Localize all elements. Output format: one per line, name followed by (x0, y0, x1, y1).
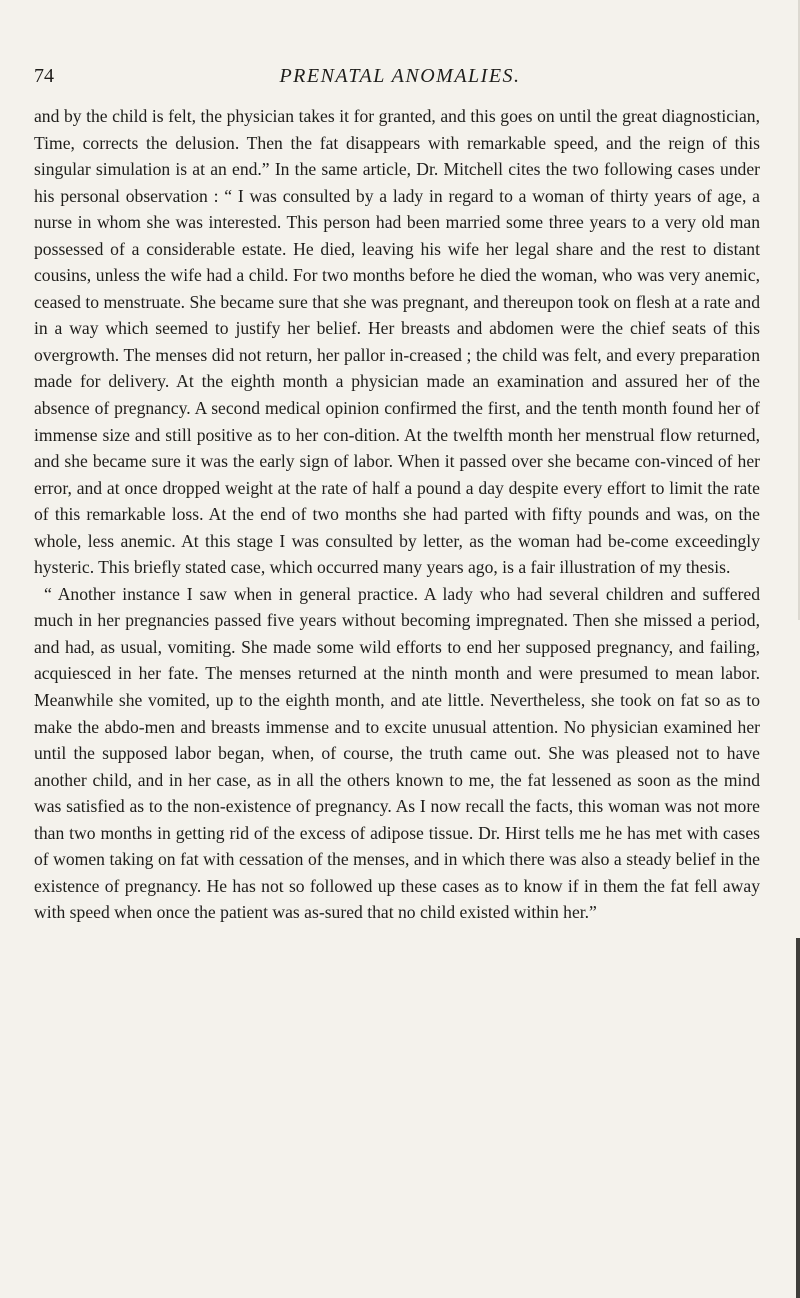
paragraph: “ Another instance I saw when in general practice. A lady who had several children and suffered much in her pregnancies passed five years without becoming impregnated. Then she missed a period, and had, as usual, vomiting. She made some wild efforts to end her supposed pregnancy, and failing, acquiesced in her fate. The menses returned at the ninth month and were presumed to mean labor. Meanwhile she vomited, up to the eighth month, and ate little. Nevertheless, she took on fat so as to make the abdo-men and breasts immense and to excite unusual attention. No physician examined her until the supposed labor began, when, of course, the truth came out. She was pleased not to have another child, and in her case, as in all the others known to me, the fat lessened as soon as the mind was satisfied as to the non-existence of pregnancy. As I now recall the facts, this woman was not more than two months in getting rid of the excess of adipose tissue. Dr. Hirst tells me he has met with cases of women taking on fat with cessation of the menses, and in which there was also a steady belief in the existence of pregnancy. He has not so followed up these cases as to know if in them the fat fell away with speed when once the patient was as-sured that no child existed within her.” (34, 583, 760, 923)
page-edge-binding (796, 938, 800, 1298)
paragraph: and by the child is felt, the physician takes it for granted, and this goes on until the great diagnostician, Time, corrects the delusion. Then the fat disappears with remarkable speed, and the reign of this singular simulation is at an end.” In the same article, Dr. Mitchell cites the two following cases under his personal observation : “ I was consulted by a lady in regard to a woman of thirty years of age, a nurse in whom she was interested. This person had been married some three years to a very old man possessed of a considerable estate. He died, leaving his wife her legal share and the rest to distant cousins, unless the wife had a child. For two months before he died the woman, who was very anemic, ceased to menstruate. She became sure that she was pregnant, and thereupon took on flesh at a rate and in a way which seemed to justify her belief. Her breasts and abdomen were the chief seats of this overgrowth. The menses did not return, her pallor in-creased ; the child was felt, and every preparation made for delivery. At the eighth month a physician made an examination and assured her of the absence of pregnancy. A second medical opinion confirmed the first, and the tenth month found her of immense size and still positive as to her con-dition. At the twelfth month her menstrual flow returned, and she became sure it was the early sign of labor. When it passed over she became con-vinced of her error, and at once dropped weight at the rate of half a pound a day despite every effort to limit the rate of this remarkable loss. At the end of two months she had parted with fifty pounds and was, on the whole, less anemic. At this stage I was consulted by letter, as the woman had be-come exceedingly hysteric. This briefly stated case, which occurred many years ago, is a fair illustration of my thesis. (34, 106, 760, 578)
running-title: PRENATAL ANOMALIES. (279, 65, 521, 87)
running-head (34, 64, 766, 88)
body-text (34, 103, 760, 926)
page-number: 74 (34, 65, 54, 87)
